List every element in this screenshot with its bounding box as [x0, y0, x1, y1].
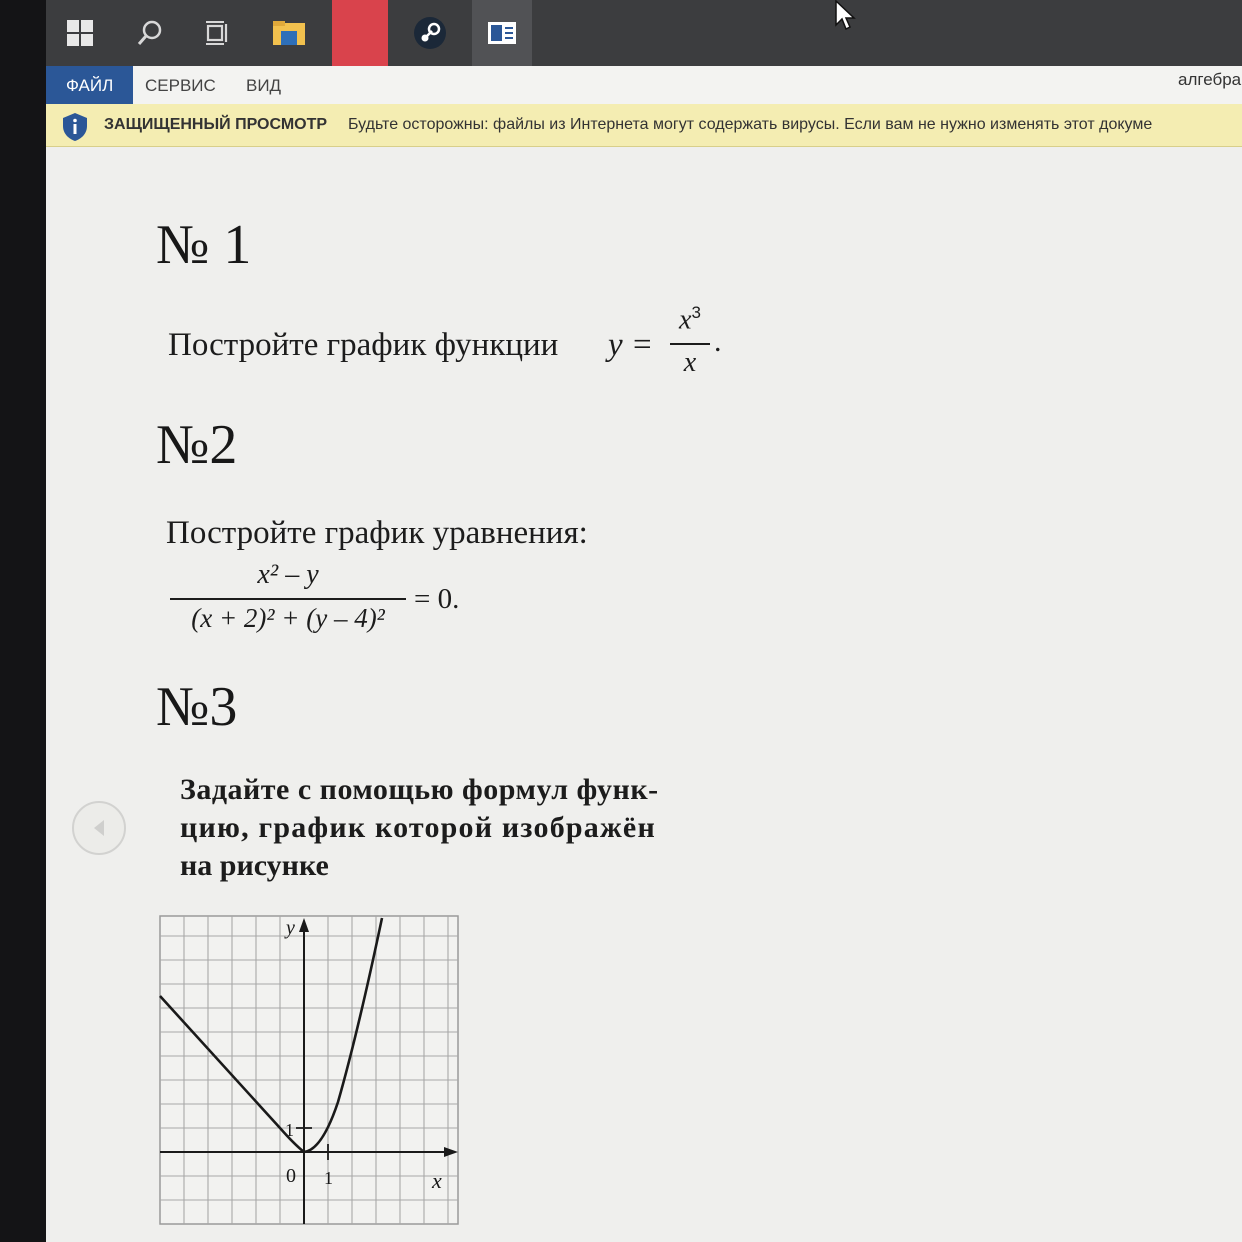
y-axis-label: y	[286, 917, 295, 939]
previous-page-button[interactable]	[72, 801, 126, 855]
search-icon[interactable]	[124, 0, 176, 66]
task-2-fraction-bar	[170, 598, 406, 600]
taskbar	[46, 0, 1242, 66]
document-page	[46, 147, 1242, 1242]
task-1-exponent: 3	[691, 303, 701, 322]
ribbon-tabs	[46, 66, 1242, 105]
task-2-formula-denominator: (x + 2)² + (y – 4)²	[191, 603, 385, 633]
x-axis-label: x	[432, 1168, 442, 1193]
protected-view-title: ЗАЩИЩЕННЫЙ ПРОСМОТР	[104, 116, 328, 133]
x-tick-label: 1	[324, 1168, 333, 1188]
task-1-formula-numerator: $x^3$	[679, 303, 701, 336]
graph-grid	[160, 916, 458, 1224]
chevron-left-icon	[91, 819, 107, 837]
task-3-line-1: Задайте с помощью формул функ-	[180, 773, 659, 806]
file-explorer-icon[interactable]	[260, 0, 318, 66]
tab-tools[interactable]: СЕРВИС	[145, 76, 216, 95]
document-title: алгебра	[1178, 70, 1242, 89]
task-2-formula-rhs: = 0.	[414, 583, 460, 615]
task-1-formula-lhs: y =	[608, 327, 654, 363]
pinned-app-red-icon[interactable]	[332, 0, 388, 66]
protected-view-bar	[46, 104, 1242, 147]
y-tick-label: 1	[285, 1120, 294, 1140]
steam-icon[interactable]	[402, 0, 458, 66]
task-3-line-3: на рисунке	[180, 849, 329, 882]
mouse-cursor-icon	[834, 0, 856, 37]
origin-label: 0	[286, 1165, 296, 1187]
task-1-formula-denominator: x	[683, 347, 697, 378]
windows-start-icon[interactable]	[54, 0, 106, 66]
tab-view[interactable]: ВИД	[246, 76, 282, 95]
task-1-text: Постройте график функции	[168, 327, 559, 363]
word-reader-icon[interactable]	[472, 0, 532, 66]
task-2-formula-numerator: x² – y	[257, 559, 319, 590]
shield-info-icon	[60, 112, 90, 147]
task-1-number: № 1	[156, 214, 252, 276]
screen	[46, 0, 1242, 1242]
task-2-text: Постройте график уравнения:	[166, 515, 588, 551]
tab-file[interactable]: ФАЙЛ	[46, 66, 133, 104]
task-3-number: №3	[156, 676, 238, 738]
task-3-line-2: цию, график которой изображён	[180, 811, 656, 844]
function-graph	[156, 912, 466, 1230]
task-1-formula-period: .	[714, 325, 722, 358]
task-1-fraction-bar	[670, 343, 710, 345]
protected-view-message: Будьте осторожны: файлы из Интернета могут содержать вирусы. Если вам не нужно изменять этот докуме	[348, 116, 1153, 133]
task-2-number: №2	[156, 414, 238, 476]
task-view-icon[interactable]	[192, 0, 244, 66]
